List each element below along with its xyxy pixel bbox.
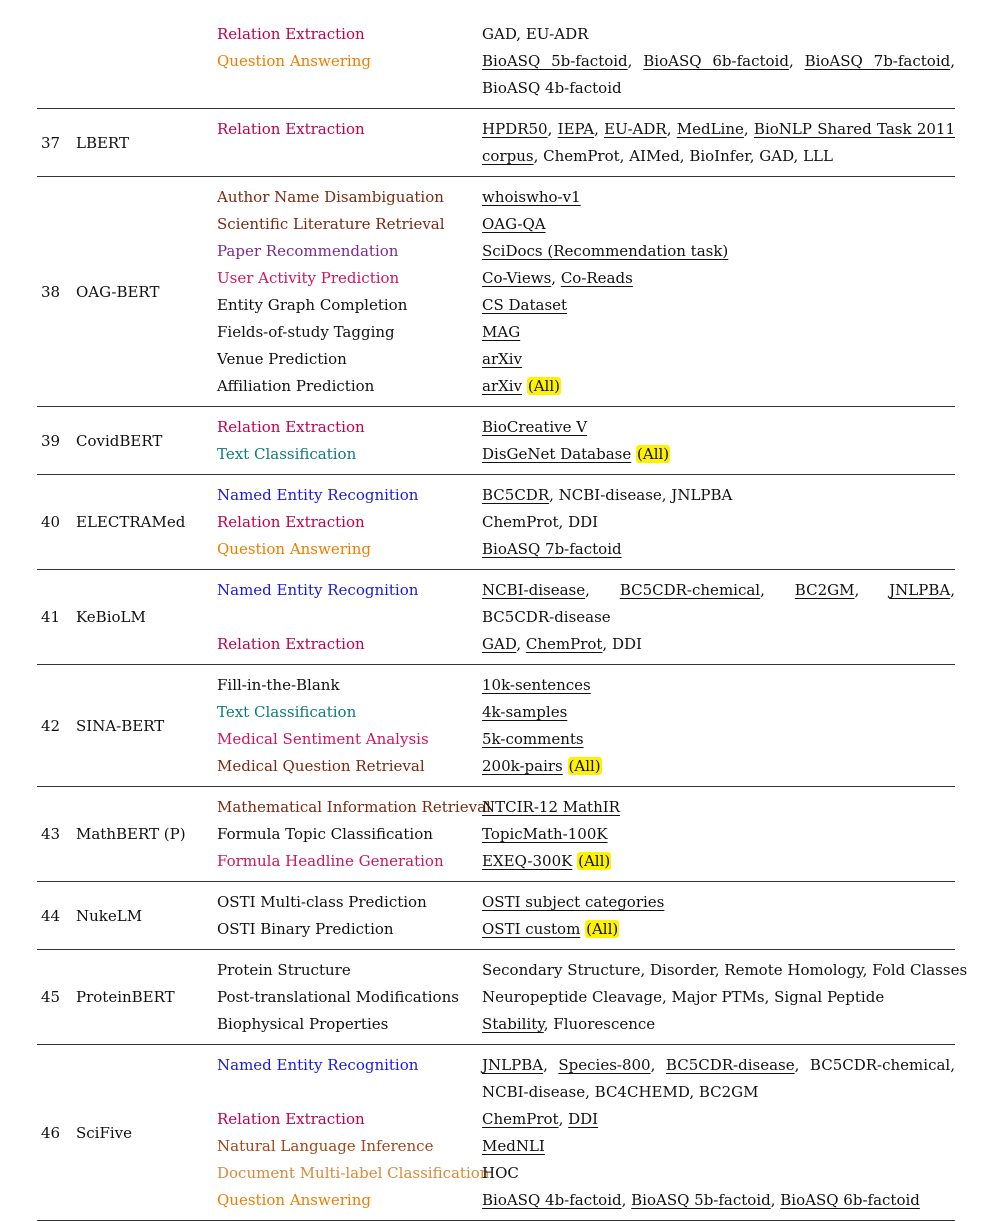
- task-name: Fill-in-the-Blank: [217, 676, 340, 694]
- dataset-name: BioASQ 4b-factoid: [482, 1191, 622, 1209]
- task-name: User Activity Prediction: [217, 269, 400, 287]
- dataset-name: BC2GM: [794, 581, 855, 599]
- task-name: Medical Sentiment Analysis: [217, 730, 429, 748]
- dataset-name: BioASQ 5b-factoid: [631, 1191, 771, 1209]
- row-number: 39: [41, 431, 61, 450]
- dataset-name: whoiswho-v1: [482, 188, 581, 206]
- dataset-name: BC5CDR: [482, 486, 550, 504]
- task-name: Relation Extraction: [217, 513, 365, 531]
- task-name: Biophysical Properties: [217, 1015, 389, 1033]
- dataset-list: [482, 414, 955, 441]
- row-number: 46: [41, 1123, 61, 1142]
- dataset-list: BioASQ 5b-factoid, BioASQ 6b-factoid, BioASQ 7b-factoid, BioASQ 4b-factoid: [482, 52, 956, 97]
- dataset-list: [482, 699, 955, 726]
- dataset-list: HPDR50, IEPA, EU-ADR, MedLine, BioNLP Shared Task 2011 corpus, ChemProt, AIMed, BioInfer, GAD, LLL: [482, 120, 956, 165]
- model-name: MathBERT (P): [76, 825, 186, 843]
- dataset-name: IEPA: [557, 120, 595, 138]
- dataset-list: [482, 238, 955, 265]
- dataset-list: [482, 794, 955, 821]
- task-name: Relation Extraction: [217, 25, 365, 43]
- task-name: Question Answering: [217, 540, 371, 558]
- dataset-list: Secondary Structure, Disorder, Remote Homology, Fold Classes: [482, 961, 968, 979]
- task-name: Affiliation Prediction: [217, 377, 375, 395]
- dataset-name: CS Dataset: [482, 296, 568, 314]
- all-badge: (All): [527, 377, 560, 395]
- dataset-name: JNLPBA: [482, 1056, 544, 1074]
- dataset-name: MedNLI: [482, 1137, 545, 1155]
- dataset-list: ChemProt, DDI: [482, 513, 599, 531]
- dataset-name: EU-ADR: [604, 120, 667, 138]
- task-name: Question Answering: [217, 52, 371, 70]
- all-badge: (All): [637, 445, 670, 463]
- dataset-list: [482, 821, 955, 848]
- table-row: [37, 14, 955, 108]
- dataset-name: OSTI custom: [482, 920, 581, 938]
- task-name: Named Entity Recognition: [217, 486, 419, 504]
- task-name: Formula Topic Classification: [217, 825, 433, 843]
- dataset-name: GAD: [482, 635, 517, 653]
- dataset-name: BioNLP Shared Task 2011 corpus: [482, 120, 956, 165]
- all-badge: (All): [578, 852, 611, 870]
- task-name: Relation Extraction: [217, 1110, 365, 1128]
- task-name: Formula Headline Generation: [217, 852, 444, 870]
- dataset-name: SciDocs (Recommendation task): [482, 242, 729, 260]
- dataset-name: DisGeNet Database: [482, 445, 632, 463]
- model-name: CovidBERT: [76, 431, 163, 450]
- dataset-list: [482, 441, 955, 468]
- dataset-name: Co-Views: [482, 269, 552, 287]
- dataset-list: [482, 211, 955, 238]
- dataset-list: [482, 1133, 955, 1160]
- dataset-list: ChemProt, DDI: [482, 1110, 599, 1128]
- table-row: [37, 569, 955, 664]
- dataset-name: arXiv: [482, 350, 523, 368]
- task-name: Document Multi-label Classification: [217, 1164, 490, 1182]
- dataset-list: [482, 889, 955, 916]
- dataset-list: BioASQ 4b-factoid, BioASQ 5b-factoid, BioASQ 6b-factoid: [482, 1191, 920, 1209]
- dataset-name: BioASQ 7b-factoid: [482, 540, 622, 558]
- task-name: Relation Extraction: [217, 635, 365, 653]
- task-name: Natural Language Inference: [217, 1137, 434, 1155]
- task-name: OSTI Binary Prediction: [217, 920, 394, 938]
- task-name: Relation Extraction: [217, 418, 365, 436]
- dataset-name: ChemProt: [482, 1110, 559, 1128]
- dataset-name: 10k-sentences: [482, 676, 591, 694]
- task-name: Entity Graph Completion: [217, 296, 408, 314]
- dataset-name: 200k-pairs: [482, 757, 563, 775]
- dataset-name: 5k-comments: [482, 730, 584, 748]
- task-name: Mathematical Information Retrieval: [217, 798, 491, 816]
- task-name: Protein Structure: [217, 961, 351, 979]
- dataset-name: JNLPBA: [889, 581, 951, 599]
- dataset-list: Co-Views, Co-Reads: [482, 269, 633, 287]
- task-name: Relation Extraction: [217, 120, 365, 138]
- dataset-name: BC5CDR-chemical: [619, 581, 761, 599]
- table-row: [37, 881, 955, 949]
- dataset-name: OSTI subject categories: [482, 893, 665, 911]
- dataset-name: BioASQ 6b-factoid: [643, 52, 789, 70]
- dataset-name: DDI: [568, 1110, 599, 1128]
- dataset-list: JNLPBA, Species-800, BC5CDR-disease, BC5CDR-chemical, NCBI-disease, BC4CHEMD, BC2GM: [482, 1056, 955, 1101]
- dataset-list: Stability, Fluorescence: [482, 1015, 656, 1033]
- table-row: [37, 406, 955, 474]
- model-name: ELECTRAMed: [76, 513, 186, 531]
- task-name: Post-translational Modifications: [217, 988, 459, 1006]
- table-row: [37, 1044, 955, 1221]
- dataset-list: BC5CDR, NCBI-disease, JNLPBA: [482, 486, 733, 504]
- row-number: 37: [41, 133, 61, 152]
- model-name: NukeLM: [76, 906, 143, 925]
- dataset-list: Neuropeptide Cleavage, Major PTMs, Signal Peptide: [482, 988, 885, 1006]
- table-row: [37, 786, 955, 881]
- model-task-table: [37, 14, 968, 1221]
- task-name: Fields-of-study Tagging: [217, 323, 395, 341]
- dataset-name: TopicMath-100K: [482, 825, 608, 843]
- dataset-name: EXEQ-300K: [482, 852, 573, 870]
- row-number: 44: [41, 906, 61, 925]
- task-name: Named Entity Recognition: [217, 1056, 419, 1074]
- dataset-name: ChemProt: [525, 635, 603, 653]
- table-row: [37, 474, 955, 569]
- row-number: 42: [41, 716, 61, 735]
- dataset-list: [482, 319, 955, 346]
- dataset-name: HPDR50: [482, 120, 548, 138]
- model-name: SINA-BERT: [76, 716, 165, 735]
- dataset-name: BioASQ 7b-factoid: [804, 52, 951, 70]
- dataset-list: [482, 184, 955, 211]
- all-badge: (All): [568, 757, 601, 775]
- dataset-name: NTCIR-12 MathIR: [482, 798, 620, 816]
- task-name: Scientific Literature Retrieval: [217, 215, 445, 233]
- task-name: Paper Recommendation: [217, 242, 399, 260]
- row-number: 43: [41, 825, 61, 843]
- dataset-list: GAD, EU-ADR: [482, 25, 589, 43]
- dataset-name: BioASQ 5b-factoid: [482, 52, 628, 70]
- table-row: [37, 108, 955, 176]
- row-number: 41: [41, 608, 61, 626]
- dataset-list: [482, 672, 955, 699]
- dataset-name: BioCreative V: [482, 418, 588, 436]
- dataset-name: BC5CDR-disease: [665, 1056, 795, 1074]
- task-name: Named Entity Recognition: [217, 581, 419, 599]
- dataset-list: GAD, ChemProt, DDI: [482, 635, 642, 653]
- row-number: [41, 14, 71, 108]
- row-number: 40: [41, 513, 61, 531]
- table-row: [37, 664, 955, 786]
- dataset-list: [482, 753, 955, 780]
- dataset-list: [482, 536, 955, 563]
- dataset-name: BioASQ 6b-factoid: [780, 1191, 920, 1209]
- table-row: [37, 176, 955, 406]
- dataset-list: [482, 373, 955, 400]
- dataset-list: [482, 726, 955, 753]
- table-row: [37, 949, 968, 1044]
- dataset-name: MAG: [482, 323, 521, 341]
- row-number: 38: [41, 282, 61, 301]
- dataset-list: [482, 292, 955, 319]
- dataset-name: OAG-QA: [482, 215, 546, 233]
- all-badge: (All): [586, 920, 619, 938]
- model-name: LBERT: [76, 133, 129, 152]
- task-name: Text Classification: [217, 445, 357, 463]
- model-name: [76, 14, 246, 108]
- task-name: Medical Question Retrieval: [217, 757, 425, 775]
- dataset-name: NCBI-disease: [482, 581, 586, 599]
- dataset-name: 4k-samples: [482, 703, 568, 721]
- task-name: Question Answering: [217, 1191, 371, 1209]
- dataset-list: [482, 346, 955, 373]
- dataset-list: [482, 916, 955, 943]
- dataset-list: [482, 848, 955, 875]
- model-name: OAG-BERT: [76, 282, 160, 301]
- dataset-name: MedLine: [676, 120, 744, 138]
- dataset-list: HOC: [482, 1164, 519, 1182]
- dataset-name: Species-800: [558, 1056, 651, 1074]
- row-number: 45: [41, 988, 61, 1006]
- dataset-name: Stability: [482, 1015, 544, 1033]
- task-name: Author Name Disambiguation: [217, 188, 444, 206]
- task-name: Text Classification: [217, 703, 357, 721]
- dataset-name: arXiv: [482, 377, 523, 395]
- model-name: ProteinBERT: [76, 988, 175, 1006]
- model-name: SciFive: [76, 1123, 133, 1142]
- dataset-list: NCBI-disease, BC5CDR-chemical, BC2GM, JNLPBA, BC5CDR-disease: [482, 581, 955, 626]
- task-name: Venue Prediction: [217, 350, 347, 368]
- model-name: KeBioLM: [76, 608, 146, 626]
- task-name: OSTI Multi-class Prediction: [217, 893, 427, 911]
- dataset-name: Co-Reads: [560, 269, 633, 287]
